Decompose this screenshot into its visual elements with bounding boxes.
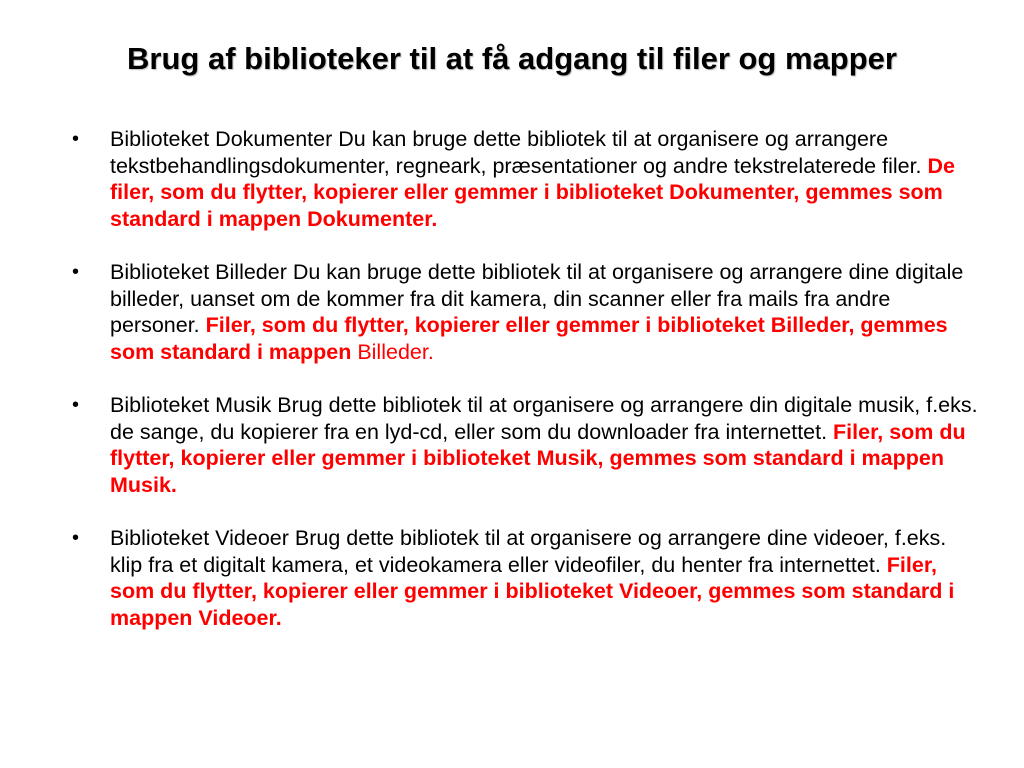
bullet-text: Biblioteket Musik Brug dette bibliotek til at organisere og arrangere din digitale musik, f.eks. de sange, du kopierer fra en lyd-cd, eller som du downloader fra internettet. [110, 393, 978, 444]
bullet-item-videos [70, 525, 980, 631]
bullet-text: Biblioteket Dokumenter Du kan bruge dette bibliotek til at organisere og arrangere tekstbehandlingsdokumenter, regneark, præsentationer og andre tekstrelaterede filer. [110, 127, 928, 178]
bullet-item-pictures [70, 259, 980, 365]
bullet-icon: • [72, 128, 80, 150]
bullet-list [70, 126, 980, 658]
bullet-icon: • [72, 261, 80, 283]
bullet-text: Biblioteket Videoer Brug dette bibliotek til at organisere og arrangere dine videoer, f.eks. klip fra et digitalt kamera, et videokamera eller videofiler, du henter fra internettet. [110, 526, 947, 577]
slide-title: Brug af biblioteker til at få adgang til filer og mapper [127, 41, 897, 76]
bullet-icon: • [72, 527, 80, 549]
bullet-highlight-tail: Billeder. [351, 339, 434, 364]
bullet-icon: • [72, 394, 80, 416]
bullet-highlight: Filer, som du flytter, kopierer eller gemmer i biblioteket Billeder, gemmes som standard i mappen [110, 313, 948, 364]
bullet-text: Biblioteket Billeder Du kan bruge dette bibliotek til at organisere og arrangere dine digitale billeder, uanset om de kommer fra dit kamera, din scanner eller fra mails fra andre personer. [110, 260, 964, 337]
bullet-highlight: Filer, som du flytter, kopierer eller gemmer i biblioteket Musik, gemmes som standard i mappen Musik. [110, 419, 966, 497]
bullet-item-music [70, 392, 980, 498]
bullet-highlight: Filer, som du flytter, kopierer eller gemmer i biblioteket Videoer, gemmes som standard i mappen Videoer. [110, 552, 955, 630]
bullet-item-documents [70, 126, 980, 232]
bullet-highlight: De filer, som du flytter, kopierer eller gemmer i biblioteket Dokumenter, gemmes som standard i mappen Dokumenter. [110, 153, 955, 231]
